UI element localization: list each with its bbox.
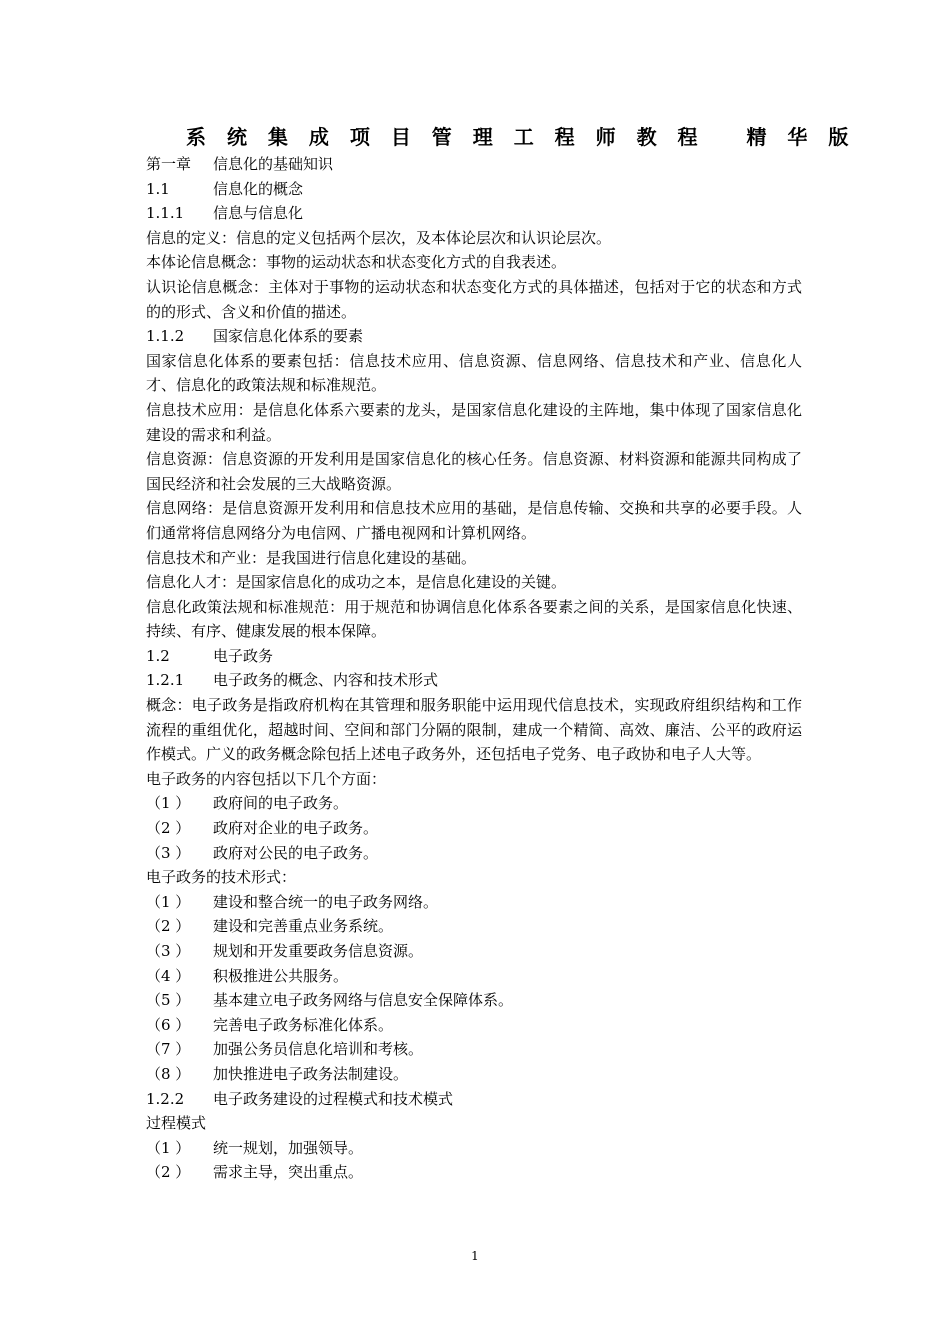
paragraph: 信息技术应用：是信息化体系六要素的龙头，是国家信息化建设的主阵地，集中体现了国家信息化建设的需求和利益。 [146,400,802,444]
paragraph: 过程模式 [146,1114,207,1133]
section-heading-1-1-1 [146,201,802,226]
chapter-number: 第一章 [146,155,192,173]
list-item-number: （1 ） [146,794,191,813]
list-item-number: （2 ） [146,917,191,936]
list-item [146,1013,802,1038]
list-item-text: 基本建立电子政务网络与信息安全保障体系。 [213,991,514,1010]
list-item-number: （2 ） [146,819,191,838]
list-item-number: （3 ） [146,843,191,862]
section-title: 电子政务建设的过程模式和技术模式 [213,1089,454,1108]
list-item [146,816,802,841]
list-item-text: 政府对公民的电子政务。 [213,843,379,862]
list-item-number: （1 ） [146,1138,191,1157]
list-item-text: 建设和整合统一的电子政务网络。 [213,892,439,911]
paragraph: 本体论信息概念：事物的运动状态和状态变化方式的自我表述。 [146,253,567,272]
list-item-text: 规划和开发重要政务信息资源。 [213,942,424,960]
list-item [146,1062,802,1087]
paragraph: 信息的定义：信息的定义包括两个层次，及本体论层次和认识论层次。 [146,228,612,247]
list-item [146,964,802,989]
section-number: 1.1 [146,179,170,198]
list-item-text: 需求主导，突出重点。 [213,1163,364,1182]
section-title: 信息化的概念 [213,179,304,198]
list-item [146,1037,802,1062]
list-item [146,939,802,964]
chapter-title: 信息化的基础知识 [213,155,334,173]
section-title: 国家信息化体系的要素 [213,327,364,346]
section-heading-1-2-1 [146,668,802,693]
document-title: 系 统 集 成 项 目 管 理 工 程 师 教 程 精 华 版 [186,125,856,149]
page-content [146,122,856,1185]
paragraph: 信息技术和产业：是我国进行信息化建设的基础。 [146,548,477,567]
list-item-number: （8 ） [146,1064,191,1083]
list-item-number: （3 ） [146,942,191,960]
list-item [146,841,802,866]
chapter-heading [146,152,802,177]
section-number: 1.1.2 [146,327,185,346]
paragraph: 信息化人才：是国家信息化的成功之本，是信息化建设的关键。 [146,573,567,592]
section-number: 1.2.2 [146,1089,185,1108]
list-item-number: （6 ） [146,1015,191,1034]
paragraph: 国家信息化体系的要素包括：信息技术应用、信息资源、信息网络、信息技术和产业、信息化人才、信息化的政策法规和标准规范。 [146,351,802,395]
list-item [146,1136,802,1161]
paragraph: 信息网络：是信息资源开发利用和信息技术应用的基础，是信息传输、交换和共享的必要手段。人们通常将信息网络分为电信网、广播电视网和计算机网络。 [146,499,802,542]
list-item-text: 积极推进公共服务。 [213,966,349,985]
list-item-text: 建设和完善重点业务系统。 [213,917,394,936]
list-item-number: （5 ） [146,991,191,1010]
paragraph: 信息资源：信息资源的开发利用是国家信息化的核心任务。信息资源、材料资源和能源共同构成了国民经济和社会发展的三大战略资源。 [146,450,802,493]
list-item-number: （1 ） [146,892,191,911]
section-heading-1-1-2 [146,324,802,349]
list-item [146,791,802,816]
paragraph: 电子政务的技术形式： [146,868,297,887]
section-heading-1-1 [146,177,802,202]
section-number: 1.2 [146,646,170,665]
section-title: 电子政务 [213,646,274,665]
paragraph: 电子政务的内容包括以下几个方面： [146,769,387,788]
paragraph: 信息化政策法规和标准规范：用于规范和协调信息化体系各要素之间的关系，是国家信息化快速、持续、有序、健康发展的根本保障。 [146,597,802,641]
list-item-text: 政府对企业的电子政务。 [213,819,379,838]
list-item-text: 加快推进电子政务法制建设。 [213,1064,409,1083]
list-item-number: （2 ） [146,1163,191,1182]
list-item-text: 加强公务员信息化培训和考核。 [213,1040,424,1059]
page-number: 1 [471,1249,479,1263]
list-item [146,988,802,1013]
list-item-number: （4 ） [146,966,191,985]
list-item-text: 统一规划，加强领导。 [213,1138,364,1157]
section-heading-1-2-2 [146,1087,802,1112]
section-number: 1.2.1 [146,671,185,690]
section-heading-1-2 [146,644,802,669]
section-number: 1.1.1 [146,204,185,223]
paragraph: 概念：电子政务是指政府机构在其管理和服务职能中运用现代信息技术，实现政府组织结构和工作流程的重组优化，超越时间、空间和部门分隔的限制，建成一个精简、高效、廉洁、公平的政府运作模式。广义的政务概念除包括上述电子政务外，还包括电子党务、电子政协和电子人大等。 [146,696,802,764]
list-item-text: 完善电子政务标准化体系。 [213,1015,394,1034]
list-item [146,890,802,915]
list-item-text: 政府间的电子政务。 [213,794,349,813]
list-item [146,1160,802,1185]
section-title: 信息与信息化 [213,204,304,223]
list-item-number: （7 ） [146,1040,191,1059]
list-item [146,914,802,939]
paragraph: 认识论信息概念：主体对于事物的运动状态和状态变化方式的具体描述，包括对于它的状态和方式的的形式、含义和价值的描述。 [146,277,802,321]
section-title: 电子政务的概念、内容和技术形式 [213,671,439,690]
